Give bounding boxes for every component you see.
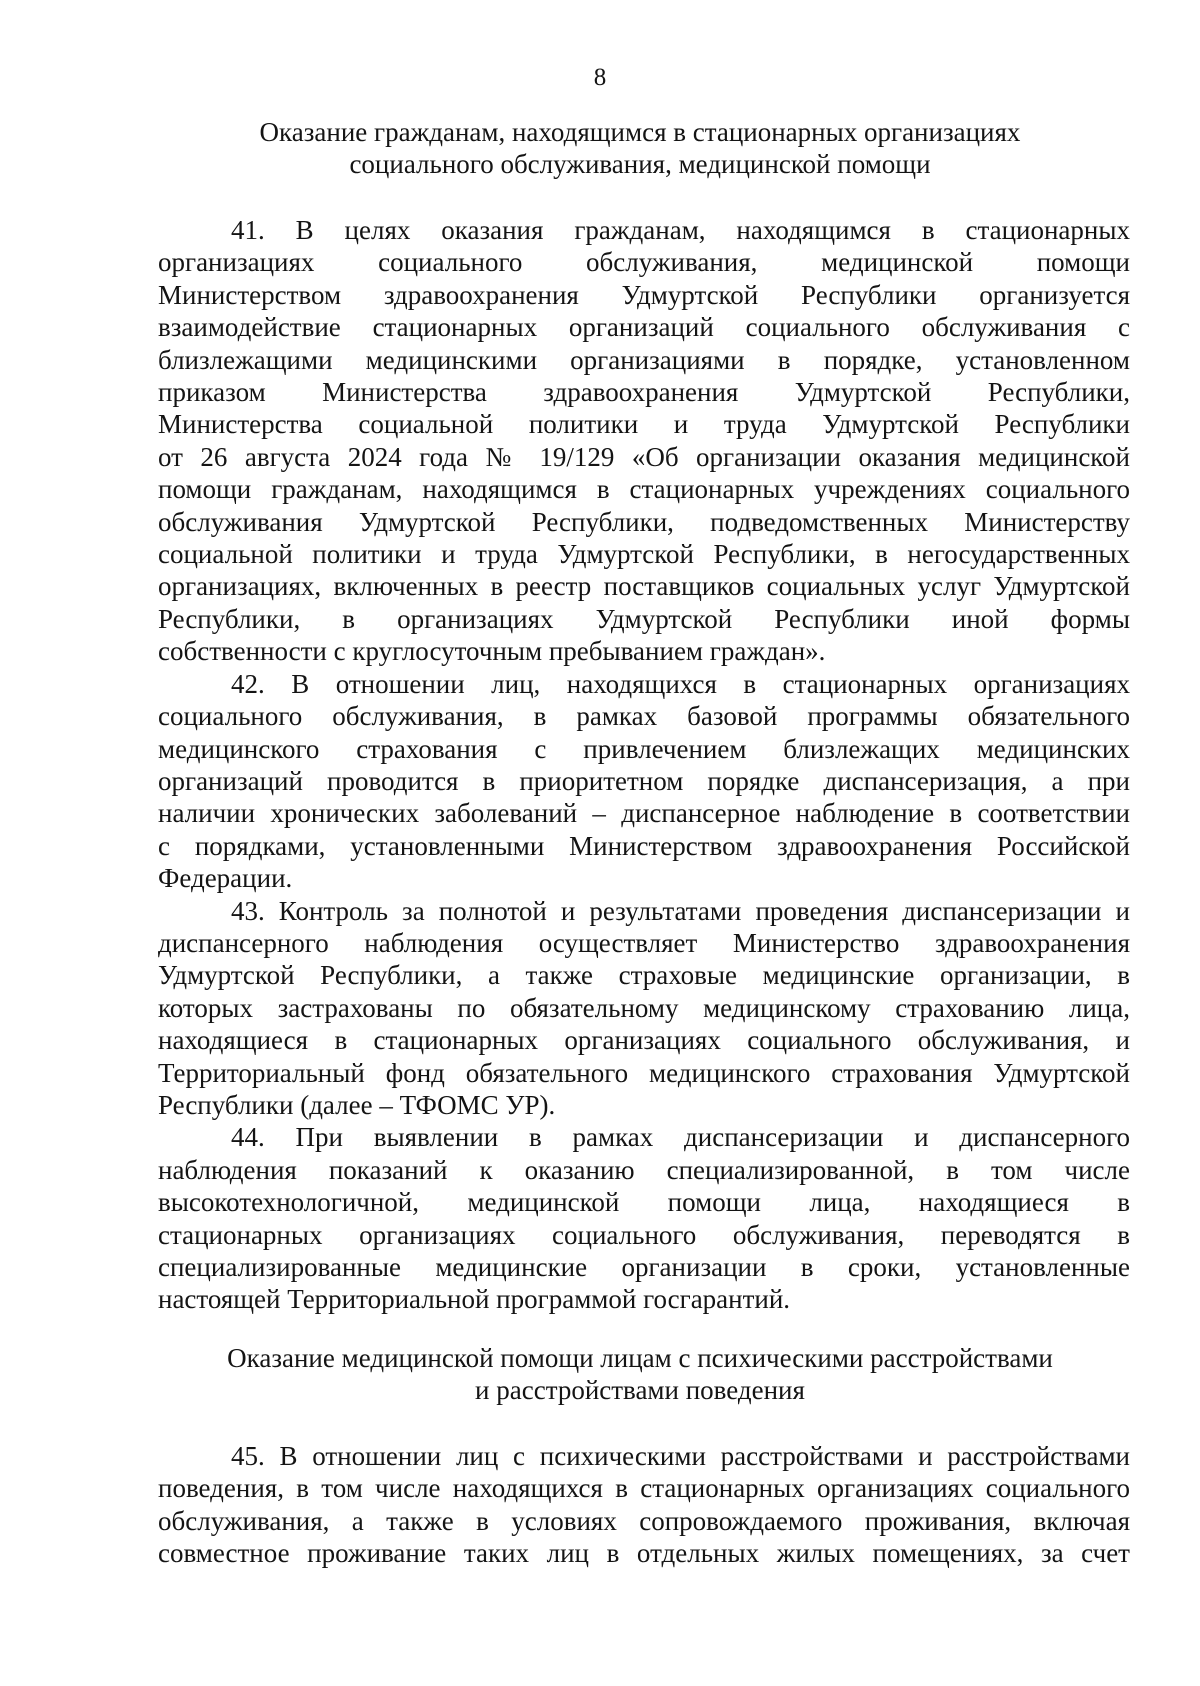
paragraph-line: обслуживания Удмуртской Республики, подведомственных Министерству — [158, 506, 1130, 537]
paragraph — [158, 895, 1130, 1122]
heading-line: и расстройствами поведения — [475, 1375, 805, 1405]
paragraph — [158, 1440, 1130, 1570]
paragraph-line: находящиеся в стационарных организациях социального обслуживания, и — [158, 1025, 1130, 1056]
paragraph-line: 42. В отношении лиц, находящихся в стационарных организациях — [231, 668, 1130, 699]
paragraph-line: медицинского страхования с привлечением близлежащих медицинских — [158, 733, 1130, 764]
section-2-heading — [150, 1342, 1130, 1406]
heading-line: Оказание гражданам, находящимся в стационарных организациях — [259, 117, 1021, 147]
paragraph — [158, 214, 1130, 668]
page-number: 8 — [593, 64, 607, 91]
paragraph-line: Министерства социальной политики и труда Удмуртской Республики — [158, 409, 1130, 440]
paragraph-line: с порядками, установленными Министерством здравоохранения Российской — [158, 830, 1130, 861]
paragraph-line: 43. Контроль за полнотой и результатами проведения диспансеризации и — [231, 895, 1130, 926]
paragraph-line: поведения, в том числе находящихся в стационарных организациях социального — [158, 1473, 1130, 1504]
paragraph-line: наблюдения показаний к оказанию специализированной, в том числе — [158, 1154, 1130, 1185]
paragraph-line: Республики, в организациях Удмуртской Республики иной формы — [158, 603, 1130, 634]
paragraph-line: 45. В отношении лиц с психическими расстройствами и расстройствами — [231, 1441, 1130, 1471]
paragraph-line: совместное проживание таких лиц в отдельных жилых помещениях, за счет — [158, 1538, 1130, 1569]
section-1-body — [158, 214, 1130, 1316]
paragraph-line: которых застрахованы по обязательному медицинскому страхованию лица, — [158, 992, 1130, 1023]
section-2-body — [158, 1440, 1130, 1570]
paragraph-line: приказом Министерства здравоохранения Удмуртской Республики, — [158, 377, 1130, 408]
paragraph-line: Удмуртской Республики, а также страховые медицинские организации, в — [158, 960, 1130, 991]
paragraph-line: организациях, включенных в реестр поставщиков социальных услуг Удмуртской — [158, 571, 1130, 602]
paragraph-line: Территориальный фонд обязательного медицинского страхования Удмуртской — [158, 1057, 1130, 1088]
paragraph — [158, 668, 1130, 895]
paragraph-line: специализированные медицинские организации в сроки, установленные — [158, 1252, 1130, 1282]
paragraph-line: наличии хронических заболеваний – диспансерное наблюдение в соответствии — [158, 798, 1130, 829]
paragraph-line: обслуживания, а также в условиях сопровождаемого проживания, включая — [158, 1505, 1130, 1536]
paragraph-line: близлежащими медицинскими организациями в порядке, установленном — [158, 344, 1130, 375]
paragraph-line: стационарных организациях социального обслуживания, переводятся в — [158, 1219, 1130, 1250]
paragraph-line: Федерации. — [158, 863, 293, 894]
paragraph-line: Министерством здравоохранения Удмуртской Республики организуется — [158, 279, 1130, 310]
paragraph-line: взаимодействие стационарных организаций социального обслуживания с — [158, 312, 1130, 343]
paragraph-line: от 26 августа 2024 года № 19/129 «Об организации оказания медицинской — [158, 441, 1130, 472]
paragraph-line: 41. В целях оказания гражданам, находящимся в стационарных — [231, 215, 1130, 245]
paragraph — [158, 1121, 1130, 1315]
paragraph-line: Республики (далее – ТФОМС УР). — [158, 1089, 556, 1120]
heading-line: социального обслуживания, медицинской помощи — [349, 149, 931, 179]
paragraph-line: собственности с круглосуточным пребыванием граждан». — [158, 636, 826, 667]
paragraph-line: диспансерного наблюдения осуществляет Министерство здравоохранения — [158, 927, 1130, 958]
paragraph-line: социальной политики и труда Удмуртской Республики, в негосударственных — [158, 539, 1130, 570]
paragraph-line: высокотехнологичной, медицинской помощи лица, находящиеся в — [158, 1187, 1130, 1218]
section-1-heading — [150, 116, 1130, 180]
paragraph-line: настоящей Территориальной программой госгарантий. — [158, 1284, 791, 1315]
paragraph-line: социального обслуживания, в рамках базовой программы обязательного — [158, 701, 1130, 732]
paragraph-line: организациях социального обслуживания, медицинской помощи — [158, 247, 1130, 278]
paragraph-line: 44. При выявлении в рамках диспансеризации и диспансерного — [231, 1122, 1130, 1153]
paragraph-line: помощи гражданам, находящимся в стационарных учреждениях социального — [158, 474, 1130, 505]
heading-line: Оказание медицинской помощи лицам с психическими расстройствами — [227, 1343, 1053, 1373]
paragraph-line: организаций проводится в приоритетном порядке диспансеризация, а при — [158, 765, 1130, 796]
